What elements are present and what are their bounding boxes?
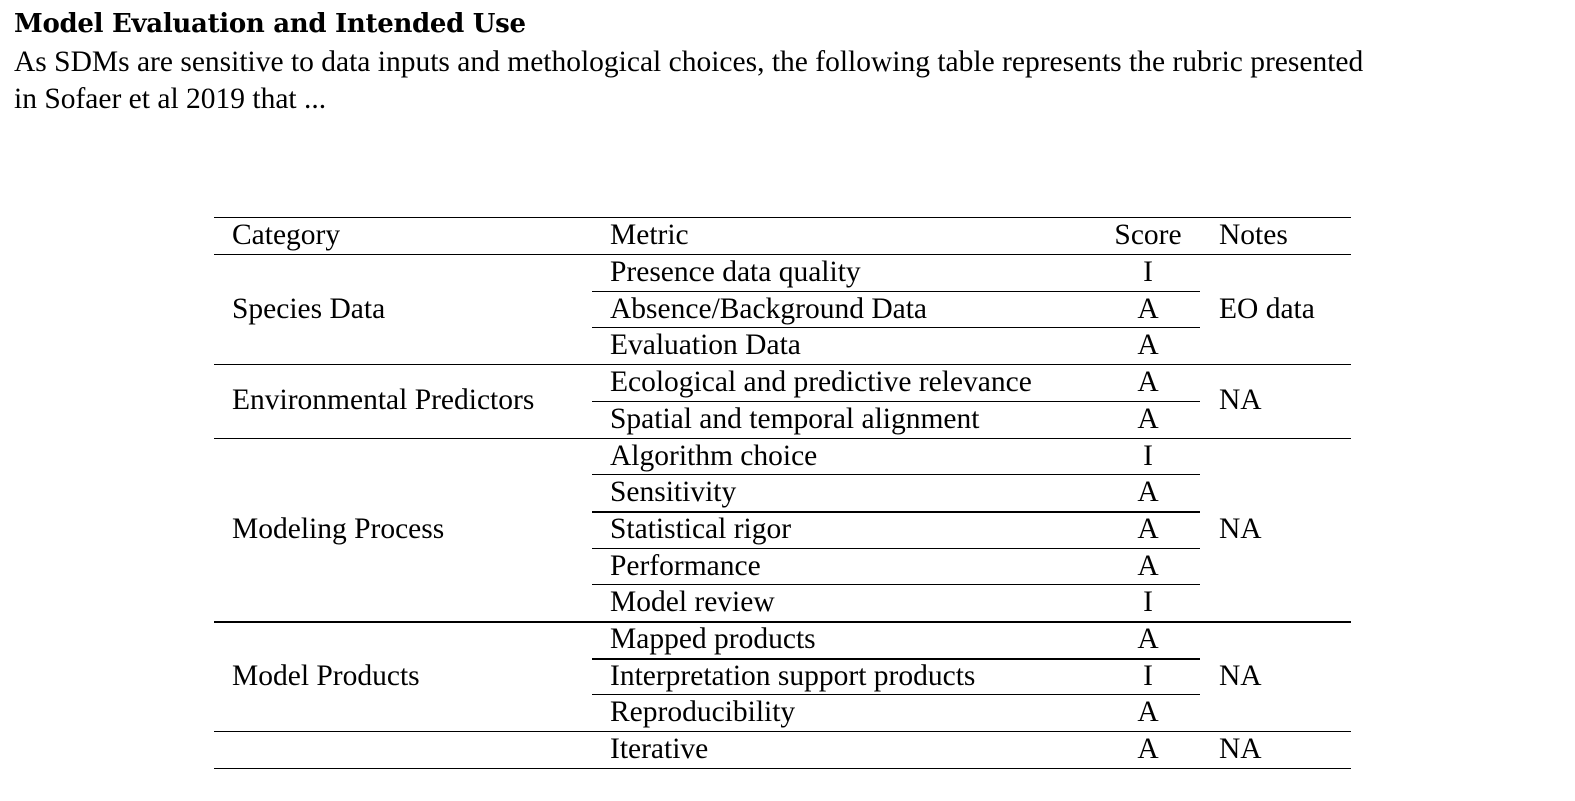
category-cell: Environmental Predictors xyxy=(232,384,535,417)
metric-cell: Ecological and predictive relevance xyxy=(610,366,1032,399)
category-cell: Species Data xyxy=(232,292,386,325)
score-cell: I xyxy=(1143,586,1153,619)
metric-cell: Sensitivity xyxy=(610,476,737,509)
metric-cell: Evaluation Data xyxy=(610,329,801,362)
notes-cell: EO data xyxy=(1219,292,1315,325)
metric-cell: Performance xyxy=(610,549,761,582)
metric-cell: Spatial and temporal alignment xyxy=(610,402,980,435)
score-cell: I xyxy=(1143,439,1153,472)
notes-cell: NA xyxy=(1219,659,1262,692)
category-cell: Modeling Process xyxy=(232,512,445,545)
section-heading: Model Evaluation and Intended Use xyxy=(14,9,526,39)
score-cell: A xyxy=(1137,476,1159,509)
table-bottom-rule xyxy=(214,768,1351,769)
header-category: Category xyxy=(232,219,341,251)
score-cell: A xyxy=(1137,733,1159,766)
notes-cell: NA xyxy=(1219,512,1262,545)
metric-cell: Reproducibility xyxy=(610,696,796,729)
header-metric: Metric xyxy=(610,219,689,251)
score-cell: A xyxy=(1137,366,1159,399)
intro-paragraph xyxy=(14,44,1574,118)
metric-cell: Mapped products xyxy=(610,623,816,655)
metric-cell: Iterative xyxy=(610,733,709,766)
metric-cell: Presence data quality xyxy=(610,256,861,288)
score-cell: A xyxy=(1137,329,1159,362)
paragraph-line: in Sofaer et al 2019 that ... xyxy=(14,83,327,115)
score-cell: A xyxy=(1137,549,1159,582)
paragraph-line: As SDMs are sensitive to data inputs and methological choices, the following table represents the rubric presented xyxy=(14,46,1364,78)
score-cell: A xyxy=(1137,402,1159,435)
metric-cell: Model review xyxy=(610,586,775,619)
header-notes: Notes xyxy=(1219,219,1288,251)
metric-cell: Absence/Background Data xyxy=(610,292,928,325)
category-cell: Model Products xyxy=(232,659,420,692)
score-cell: I xyxy=(1143,256,1153,288)
metric-cell: Statistical rigor xyxy=(610,512,792,545)
notes-cell: NA xyxy=(1219,384,1262,417)
score-cell: A xyxy=(1137,292,1159,325)
metric-cell: Algorithm choice xyxy=(610,439,818,472)
metric-cell: Interpretation support products xyxy=(610,659,976,692)
score-cell: A xyxy=(1137,696,1159,729)
header-score: Score xyxy=(1114,219,1182,251)
notes-cell: NA xyxy=(1219,733,1262,766)
score-cell: I xyxy=(1143,659,1153,692)
score-cell: A xyxy=(1137,512,1159,545)
score-cell: A xyxy=(1137,623,1159,655)
